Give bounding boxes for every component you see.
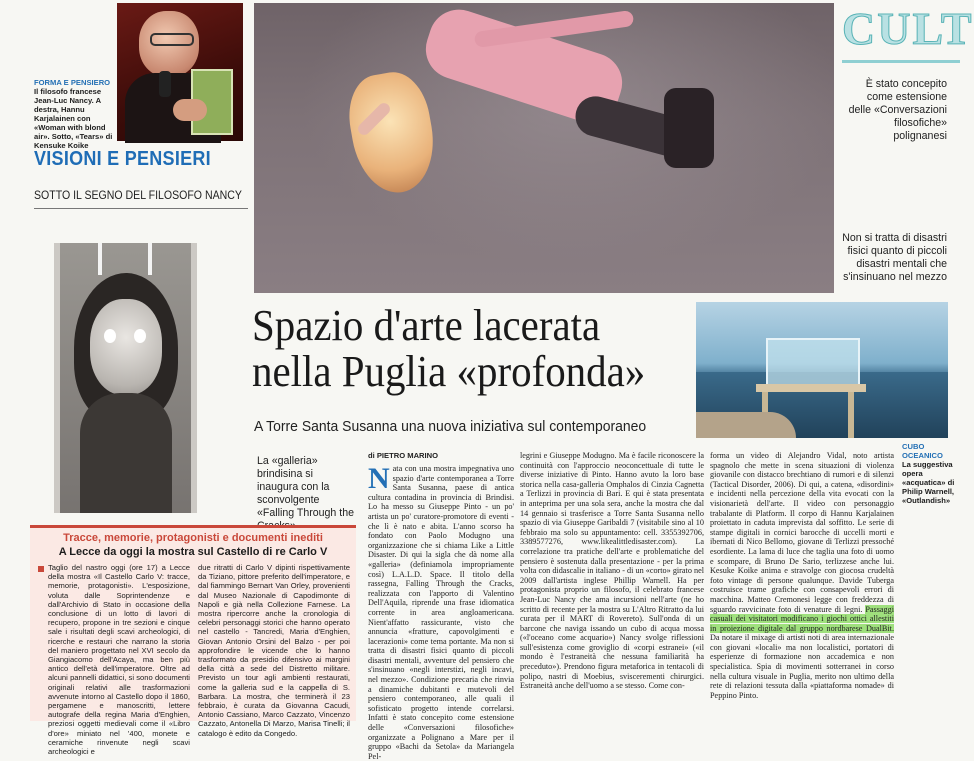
article-col1-text: ata con una mostra impegnativa uno spazio d'arte contemporanea a Torre Santa Susanna, paese di antica cultura contadina in provincia di Brindisi. Lo ha messo su Giuseppe Pinto - un po' artista un po' curatore-promotore di eventi - che lì è nato e abita. L'anno scorso ha fondato con Paolo Modugno una organizzazione che si chiama Like a Little Disaster. Di qui la sigla che dà nome alla «galleria» (definiamola impropriamente così) L.A.L.D. Space. Il titolo della rassegna, Falling Through the Cracks, realizzata con l'apporto di Valentino Dell'Aquila, riprende una frase idiomatica corrente in area angloamericana. Nient'affatto rassicurante, visto che annuncia «fratture, capovolgimenti e lacerazioni» come tema portante. Ma non si tratta di disastri fisici quanto di piccoli disastri mentali, avventure del pensiero che s'insinuano «negli interstizi, negli incavi, nel mezzo». Condizione precaria che rinvia a dinamiche dubitanti e mutevoli del pensiero contemporaneo, alle quali il sofisticato progetto intende correlarsi. Infatti è stato concepito come estensione delle «Conversazioni filosofiche» organizzate a Polignano a Mare per il gruppo «Bachi da Setola» da Mariangela Pel- [368, 464, 514, 761]
cube-caption-title: CUBO OCEANICO [902, 442, 943, 460]
cube-caption-text: La suggestiva opera «acquatica» di Philip Warnell, «Outlandish» [902, 460, 955, 505]
quote-mid: Non si tratta di disastri fisici quanto di piccoli disastri mentali che s'insinuano nel mezzo [842, 232, 947, 283]
caption-title: FORMA E PENSIERO [34, 78, 111, 87]
subheadline: A Torre Santa Susanna una nuova iniziativa sul contemporaneo [254, 418, 647, 435]
headline-line2: nella Puglia «profonda» [252, 347, 646, 396]
kicker-rule [34, 208, 248, 209]
photo-caption [34, 78, 120, 150]
box-col2: due ritratti di Carlo V dipinti rispettivamente da Tiziano, pittore preferito dell'imperatore, e dal fiammingo Bernart Van Orley, provenienti dal Museo Nazionale di Capodimonte di Napoli e già nella Collezione Farnese. La mostra ripercorre anche la cronologia di celebri personaggi storici che hanno operato nel castello - Tancredi, Maria d'Enghien, Giovan Antonio Orsini del Balzo - per poi approfondire le vicende che lo hanno trasformato da presidio difensivo ai margini della città a sede del Distretto militare. Previsto un tour agli ambienti restaurati, come la galleria sud e la cappella di S. Barbara. La mostra, che terminerà il 23 febbraio, è curata da Giovanna Cacudi, Antonio Cassiano, Marco Cazzato, Vincenzo Cazzato, Antonella Di Marzo, Marisa Tinelli; il catalogo è edito da Congedo. [198, 563, 350, 738]
kicker-bar [34, 148, 248, 180]
article-col1 [368, 462, 514, 761]
caption-text: Il filosofo francese Jean-Luc Nancy. A destra, Hannu Karjalainen con «Woman with blond air». Sotto, «Tears» di Kensuke Koike [34, 87, 113, 150]
headline-line1: Spazio d'arte lacerata [252, 301, 601, 350]
falling-woman-photo [254, 3, 834, 293]
kicker-subtitle: SOTTO IL SEGNO DEL FILOSOFO NANCY [34, 188, 242, 202]
box-subtitle: A Lecce da oggi la mostra sul Castello di re Carlo V [58, 546, 328, 558]
philosopher-photo [117, 3, 243, 141]
quote-top: È stato concepito come estensione delle «Conversazioni filosofiche» polignanesi [848, 78, 947, 142]
box-bullet [38, 566, 44, 572]
ocean-cube-photo [696, 302, 948, 438]
tears-photo [54, 243, 197, 513]
article-highlight: Passaggi casuali dei visitatori modificano i giochi ottici allestiti in proiezione digitale dal gruppo nordbarese DualBit. [710, 604, 894, 633]
article-col3-text-a: forma un video di Alejandro Vidal, noto artista spagnolo che mette in scena situazioni di violenza giovanile con distacco brechtiano di rumori e di silenzi (Tactical Disorder, 2006). Di qui, a catena, «disordini» e incidenti nella percezione della vita evocati con la visionarietà dell'arte. Il video con personaggio trabalante di Platform. Il corpo di Hannu Karjalainen proiettato in caduta imprevista dal soffitto. Le serie di stampe digitali in cornici barocche di uccelli morti e ibernati di Nico Bellomo, giovane di Terlizzi pressoché esordiente. La lama di luce che taglia una foto di uomo e scompare, di Bruno De Sario, terlizzese anche lui. Kesuke Koike anima e stravolge con giocosa crudeltà foto vintage di persone qualunque. Davide Tuberga costruisce trame grafiche con consapevoli errori di macchina. Matteo Cremonesi legge con freddezza di sguardo ravvicinate foto di venature di legni. [710, 451, 894, 614]
article-col2: legrini e Giuseppe Modugno. Ma è facile riconoscere la continuità con l'approccio neoconcettuale di tutte le diverse iniziative di Pinto. Hanno avuto la loro base storica nella casa-galleria Omphalos di Cinzia Cagnetta a Terlizzi in provincia di Bari. E qui è stata presentata in anteprima per una sola sera, anche la mostra che dal 14 gennaio si trasferisce a Torre Santa Susanna nello spazio di via Giuseppe Garibaldi 7 (visitabile sino al 10 febbraio ma solo su appuntamento: cell. 3355392706, 3389577276, www.likealittledisaster.com). La correlazione tra pratiche dell'arte e problematiche del pensiero è sostenuta dalla presentazione - per la prima volta con didascalie in italiano - di un «corto» girato nel 2009 dall'artista inglese Phillip Warnell. Ha per protagonista proprio un filosofo, il celebrato francese Jean-Luc Nancy che ama incursioni nell'arte (ne ho scritto di recente per la mostra su L'Altro Ritratto da lui curata per il MART di Rovereto). Sull'onda di un barcone che naviga issando un cubo di acqua mossa («l'oceano come acquario») Nancy svolge riflessioni sull'esistenza come groviglio di «corpi estranei» («il mondo è l'estraneità che nessuna familiarità ha preceduto»). Prendono figura metaforica in tentacoli di polipo, nastri di Moebius, sviscerementi chirurgici. Estraneità anche dell'uomo a se stesso. Come con- [520, 451, 704, 691]
box-col1: Taglio del nastro oggi (ore 17) a Lecce della mostra «Il Castello Carlo V: tracce, memorie, protagonisti». L'esposizione, voluta dalle Soprintendenze e dall'Archivio di Stato in occasione della conclusione di un lotto di lavori di recupero, propone in tre sezioni e cinque sale i risultati degli scavi archeologici, di ricerche e restauri che narrano la storia del maniero progettato nel XVI secolo da Giangiacomo dell'Acaya, ma ben più antico dell'età dell'imperatore. Oltre ad alcuni pannelli didattici, si sono documenti originali relativi alle trasformazioni avvenute intorno al Castello dopo il 1860, pergamene e manoscritti, lettere autografe della regina Maria d'Enghien, preziosi oggetti medievali come il «Libro d'ore» miniato nel '400, monete e ceramiche rinvenute negli scavi archeologici e [48, 563, 190, 757]
article-col3 [710, 451, 894, 715]
drop-cap: N [368, 462, 390, 495]
article-col3-text-b: Da notare il mixage di artisti noti di area internazionale con giovani «locali» ma non localistici, portatori di esperienze di formazione non accademica e non specialistica. Spia di movimenti sotterranei in corso nella cultura visuale in Puglia, merito non ultimo della rete di relazioni tessuta dalla «piattaforma nomade» di Peppino Pinto. [710, 633, 894, 700]
headline [252, 303, 712, 395]
quote-left: La «galleria» brindisina si inaugura con la sconvolgente «Falling Through the [257, 455, 354, 519]
section-rule [842, 60, 960, 63]
box-title: Tracce, memorie, protagonisti e documenti inediti [63, 532, 323, 544]
section-label: CULT [842, 3, 974, 54]
byline: di PIETRO MARINO [368, 451, 439, 460]
kicker-title: VISIONI E PENSIERI [34, 148, 211, 170]
cube-caption [902, 442, 960, 505]
lecce-box [30, 525, 356, 757]
